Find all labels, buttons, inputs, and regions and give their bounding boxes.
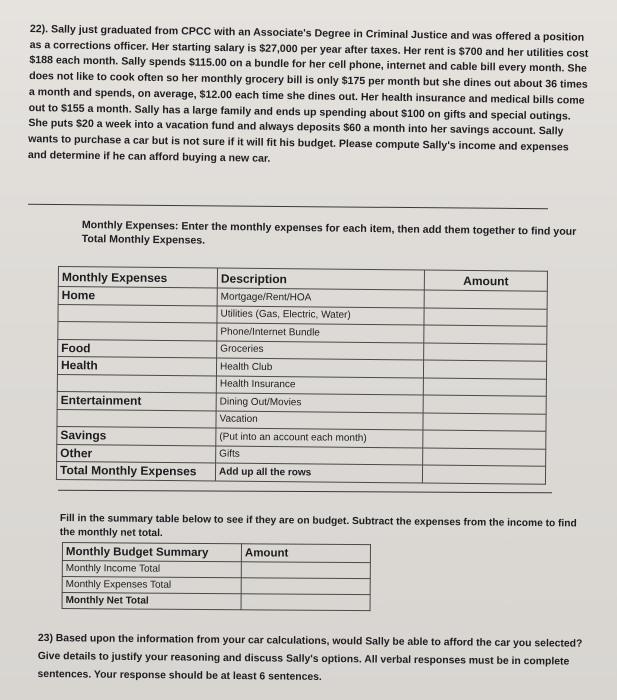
expenses-instructions: Monthly Expenses: Enter the monthly expenses for each item, then add them together to find your Total Monthly Expenses.	[81, 218, 577, 247]
amount-cell[interactable]	[423, 413, 546, 432]
summary-label: Monthly Expenses Total	[62, 577, 241, 594]
amount-cell[interactable]	[423, 430, 546, 449]
amount-cell[interactable]	[424, 308, 547, 327]
question-23-text: 23) Based upon the information from your car calculations, would Sally be able to afford the car you selected? Give details to justify your reasoning and discuss Sally's options. All verbal responses must be in complete sentences. Your response should be at least 6 sentences.	[37, 632, 583, 683]
summary-label: Monthly Income Total	[62, 561, 241, 578]
total-row	[56, 461, 545, 483]
header-summary-amount: Amount	[241, 544, 370, 563]
table-row	[62, 593, 370, 611]
category-cell: Savings	[57, 426, 216, 445]
summary-amount-cell[interactable]	[241, 578, 370, 595]
amount-cell[interactable]	[423, 378, 546, 397]
category-cell: Home	[58, 287, 217, 306]
monthly-expenses-table	[56, 266, 548, 484]
description-cell: Health Insurance	[216, 376, 423, 395]
description-cell: (Put into an account each month)	[216, 428, 423, 447]
amount-cell[interactable]	[424, 325, 547, 344]
description-cell: Dining Out/Movies	[216, 393, 423, 412]
amount-cell[interactable]	[424, 343, 547, 362]
summary-instructions: Fill in the summary table below to see if they are on budget. Subtract the expenses from the income to find the monthly net total.	[59, 512, 577, 540]
header-description: Description	[217, 268, 424, 290]
summary-amount-cell[interactable]	[241, 562, 370, 579]
table-header-row	[62, 543, 370, 563]
description-cell: Utilities (Gas, Electric, Water)	[217, 306, 424, 325]
total-label: Total Monthly Expenses	[56, 461, 215, 480]
amount-cell[interactable]	[424, 290, 547, 309]
description-cell: Gifts	[216, 446, 423, 465]
amount-cell[interactable]	[423, 448, 546, 467]
category-cell	[58, 322, 217, 341]
category-cell: Health	[57, 357, 216, 376]
problem-22-text: 22). Sally just graduated from CPCC with an Associate's Degree in Criminal Justice and was offered a position as a corrections officer. Her starting salary is $27,000 per year after taxes. Her rent is $700 and her utilities cost $188 each month. Sally spends $115.00 on a bundle for her cell phone, internet and cable bill every month. She does not like to cook often so her monthly grocery bill is only $175 per month but she dines out about 36 times a month and spends, on average, $12.00 each time she dines out. Her health insurance and medical bills come out to $155 a month. Sally has a large family and ends up spending about $100 on gifts and special outings. She puts $20 a week into a vacation fund and always deposits $60 a month into her savings account. Sally wants to purchase a car but is not sure if it will fit his budget. Please compute Sally's income and expenses and determine if he can afford buying a new car.	[27, 22, 589, 165]
header-budget-summary: Monthly Budget Summary	[62, 543, 241, 562]
summary-amount-cell[interactable]	[241, 594, 370, 611]
description-cell: Groceries	[217, 341, 424, 360]
amount-cell[interactable]	[423, 360, 546, 379]
summary-label: Monthly Net Total	[62, 593, 241, 610]
category-cell: Other	[57, 444, 216, 463]
category-cell	[57, 374, 216, 393]
amount-cell[interactable]	[423, 395, 546, 414]
category-cell: Food	[58, 339, 217, 358]
category-cell: Entertainment	[57, 391, 216, 410]
header-amount: Amount	[424, 270, 547, 291]
divider-line	[28, 204, 548, 210]
header-monthly-expenses: Monthly Expenses	[58, 267, 217, 289]
category-cell	[58, 304, 217, 323]
description-cell: Phone/Internet Bundle	[217, 323, 424, 342]
budget-summary-table	[62, 542, 371, 611]
description-cell: Mortgage/Rent/HOA	[217, 288, 424, 307]
description-cell: Vacation	[216, 411, 423, 430]
description-cell: Health Club	[216, 358, 423, 377]
divider-line	[58, 490, 552, 494]
total-description: Add up all the rows	[215, 463, 422, 482]
total-amount-cell[interactable]	[422, 465, 545, 484]
category-cell	[57, 409, 216, 428]
